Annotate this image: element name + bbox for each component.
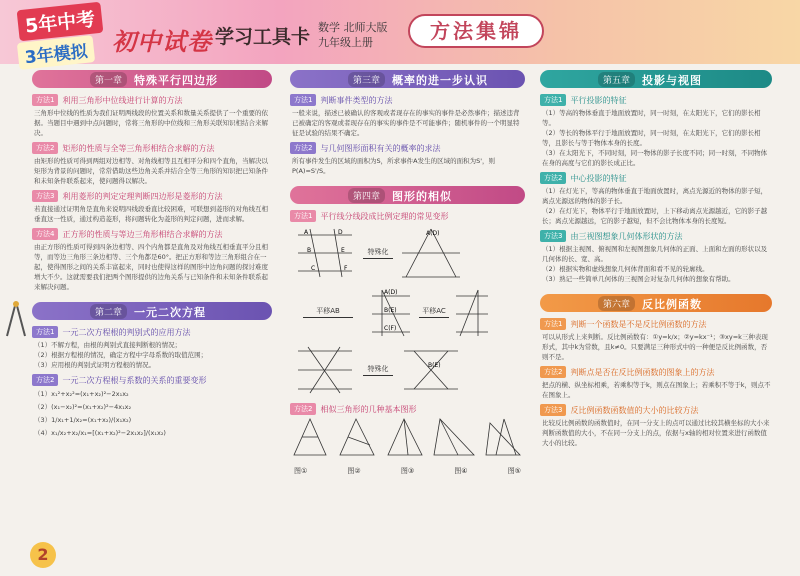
figure-row-2 bbox=[290, 284, 525, 340]
method-title: 一元二次方程根的判别式的应用方法 bbox=[62, 327, 191, 337]
formula-line: （3）1/x₁+1/x₂=(x₁+x₂)/(x₁x₂) bbox=[34, 416, 132, 424]
method-block bbox=[32, 374, 272, 440]
formula-line: （4）x₁/x₂+x₂/x₁=[(x₁+x₂)²−2x₁x₂]/(x₁x₂) bbox=[34, 429, 166, 437]
method-title: 判断点是否在反比例函数的图象上的方法 bbox=[570, 367, 715, 377]
method-block bbox=[540, 94, 772, 168]
method-title: 反比例函数函数值的大小的比较方法 bbox=[570, 405, 699, 415]
chapter-header-5 bbox=[540, 70, 772, 88]
series-name: 初中试卷 bbox=[112, 27, 212, 56]
method-title: 利用三角形中位线进行计算的方法 bbox=[62, 95, 183, 105]
point-label: C bbox=[311, 265, 316, 272]
figure-caption: 图⑤ bbox=[507, 467, 521, 475]
brand-line1: 5年中考 bbox=[17, 2, 104, 42]
parallel-lines-figure bbox=[290, 225, 360, 281]
method-line: （3）在太阳光下，不同时刻，同一物体的影子长度不同；同一时刻，不同物体在身的高度与它们的影长成正比。 bbox=[542, 149, 768, 167]
method-block bbox=[32, 94, 272, 138]
chapter-header-2 bbox=[32, 302, 272, 320]
page-number: 2 bbox=[30, 542, 56, 568]
translate-arrow bbox=[419, 306, 449, 318]
point-label: D bbox=[338, 229, 343, 236]
chapter-number: 第三章 bbox=[348, 72, 385, 87]
method-title: 判断事件类型的方法 bbox=[320, 95, 393, 105]
method-title: 矩形的性质与全等三角形相结合求解的方法 bbox=[62, 143, 215, 153]
x-figure-special bbox=[396, 343, 466, 397]
method-block bbox=[540, 172, 772, 226]
triangle-figure bbox=[396, 225, 466, 281]
point-label: B(E) bbox=[384, 307, 397, 314]
arrow-label: 特殊化 bbox=[367, 248, 389, 256]
chapter-header-4 bbox=[290, 186, 525, 204]
point-label: A(D) bbox=[426, 230, 440, 237]
chapter-header-6 bbox=[540, 294, 772, 312]
method-line: （2）根据实物和虚线想象几何体背面和看不见的轮廓线。 bbox=[542, 265, 709, 273]
figure-row-3 bbox=[290, 343, 525, 397]
method-line: （2）等长的物体平行于地面放置时，同一时刻，在太阳光下，它们的影长相等，且影长与等于物体本身的长度。 bbox=[542, 129, 761, 147]
arrow-label: 平移AC bbox=[422, 307, 446, 315]
method-tag: 方法1 bbox=[290, 94, 316, 106]
method-block bbox=[540, 366, 772, 400]
chapter-name: 一元二次方程 bbox=[134, 306, 206, 319]
column-right bbox=[540, 66, 772, 448]
method-body: 由矩形的性质可得到两组对边相等、对角线相等且互相平分和四个直角，当解决以矩形为背景的问题时，常常借助这些边角关系并结合全等三角形的知识把已知条件和未知条件联系起来，使问题得以解决。 bbox=[34, 157, 268, 185]
method-tag: 方法1 bbox=[540, 318, 566, 330]
chapter-header-3 bbox=[290, 70, 525, 88]
column-middle bbox=[290, 66, 525, 476]
method-tag: 方法3 bbox=[32, 190, 58, 202]
method-block bbox=[32, 142, 272, 186]
method-title: 与几何图形面积有关的概率的求法 bbox=[320, 143, 441, 153]
translated-figure-2 bbox=[452, 284, 492, 340]
product-name: 学习工具卡 bbox=[215, 26, 311, 48]
translate-arrow bbox=[293, 306, 363, 318]
method-tag: 方法2 bbox=[290, 403, 316, 415]
method-title: 平行线分线段成比例定理的常见变形 bbox=[320, 211, 449, 221]
brand-line2: 3年模拟 bbox=[17, 35, 95, 70]
method-tag: 方法2 bbox=[540, 366, 566, 378]
chapter-number: 第一章 bbox=[90, 72, 127, 87]
edition-line2: 九年级上册 bbox=[318, 36, 373, 49]
page-title: 方法集锦 bbox=[408, 14, 544, 48]
figure-caption: 图① bbox=[294, 467, 308, 475]
method-body: 把点的横、纵坐标相乘，若乘积等于k，则点在图象上；若乘积不等于k，则点不在图象上。 bbox=[542, 381, 771, 399]
method-body: 三角形中位线的性质为我们证明两线段的位置关系和数量关系提供了一个重要的依据。当题目中遇到中点问题时，常将三角形的中位线和三角形关联知识相结合来解决。 bbox=[34, 109, 268, 137]
transform-arrow bbox=[363, 364, 393, 376]
formula-line: （1）x₁²+x₂²=(x₁+x₂)²−2x₁x₂ bbox=[34, 390, 129, 398]
chapter-name: 图形的相似 bbox=[392, 190, 452, 203]
chapter-name: 反比例函数 bbox=[642, 298, 702, 311]
method-line: （1）等高的物体垂直于地面放置时，同一时刻，在太阳光下，它们的影长相等。 bbox=[542, 109, 761, 127]
point-label: C(F) bbox=[384, 325, 397, 332]
point-label: A bbox=[304, 229, 309, 236]
method-line: （3）应用根的判别式证明方程根的情况。 bbox=[34, 361, 156, 369]
method-tag: 方法1 bbox=[32, 326, 58, 338]
figure-caption: 图② bbox=[347, 467, 361, 475]
edition-info bbox=[318, 20, 388, 50]
point-label: E bbox=[341, 247, 345, 254]
chapter-name: 特殊平行四边形 bbox=[134, 74, 218, 87]
figure-caption: 图④ bbox=[454, 467, 468, 475]
point-label: B bbox=[307, 247, 312, 254]
x-figure bbox=[290, 343, 360, 397]
method-title: 中心投影的特征 bbox=[570, 173, 627, 183]
chapter-number: 第四章 bbox=[348, 188, 385, 203]
method-block bbox=[32, 190, 272, 224]
method-line: （1）不解方程，由根的判别式直接判断根的情况； bbox=[34, 341, 182, 349]
similar-triangles-figures bbox=[290, 415, 525, 461]
method-tag: 方法1 bbox=[32, 94, 58, 106]
point-label: F bbox=[344, 265, 348, 272]
method-tag: 方法3 bbox=[540, 404, 566, 416]
method-title: 利用菱形的判定定理判断四边形是菱形的方法 bbox=[62, 191, 223, 201]
method-tag: 方法2 bbox=[540, 172, 566, 184]
method-tag: 方法2 bbox=[290, 142, 316, 154]
figure-captions bbox=[290, 466, 525, 476]
method-block bbox=[540, 230, 772, 284]
method-line: （1）根据主视图、俯视图和左视图想象几何体的正面、上面和左面的形状以及几何体的长、宽、高。 bbox=[542, 245, 768, 263]
edition-line1: 数学 北师大版 bbox=[318, 21, 388, 34]
method-block bbox=[32, 326, 272, 370]
chapter-number: 第五章 bbox=[598, 72, 635, 87]
translated-figure bbox=[366, 284, 416, 340]
method-block bbox=[540, 318, 772, 362]
compass-icon bbox=[2, 300, 30, 340]
method-title: 平行投影的特征 bbox=[570, 95, 627, 105]
method-block bbox=[540, 404, 772, 448]
method-body: 比较反比例函数的函数值时，在同一分支上的点可以通过比较其横坐标的大小来判断函数值的大小，不在同一分支上的点，依据与x轴的相对位置来进行函数值大小的比较。 bbox=[542, 419, 770, 447]
method-title: 一元二次方程根与系数的关系的重要变形 bbox=[62, 375, 207, 385]
brand-logo bbox=[18, 6, 106, 69]
chapter-name: 投影与视图 bbox=[642, 74, 702, 87]
method-line: （2）根据方程根的情况，确定方程中字母系数的取值范围； bbox=[34, 351, 208, 359]
column-left bbox=[32, 66, 272, 440]
method-body: 一般来说，描述已被确认的客观或者现存在的事实的事件是必然事件；描述违背已被确定的客观或者现存在的事实的事件是不可能事件；随机事件的一个明显特征是试验的结果不确定。 bbox=[292, 109, 520, 137]
method-title: 由三视图想象几何体形状的方法 bbox=[570, 231, 683, 241]
method-body: 由正方形的性质可得到四条边相等、四个内角都是直角及对角线互相垂直平分且相等，而等边三角形三条边相等、三个角都是60°。把正方形和等边三角形组合在一起，使得图形之间的关系丰富起来，同时也使得这样的图形中边角问题的探讨难度增大不少。这就需要我们把两个图形提供的边角关系与已知条件和未知条件联系起来解决问题。 bbox=[34, 243, 268, 291]
chapter-number: 第六章 bbox=[598, 296, 635, 311]
page-header bbox=[0, 0, 800, 69]
method-line: （1）在灯光下，等高的物体垂直于地面放置时，离点光源近的物体的影子短，离点光源远的物体的影子长。 bbox=[542, 187, 768, 205]
method-line: （2）在灯光下，物体平行于地面放置时，上下移动离点光源越近，它的影子越长；离点光源越远，它的影子越短，但不会比物体本身的长度短。 bbox=[542, 207, 768, 225]
method-body: 所有事件发生的区域的面积为S，所求事件A发生的区域的面积为S'，则P(A)=S'/S。 bbox=[292, 157, 495, 175]
method-tag: 方法3 bbox=[540, 230, 566, 242]
method-block bbox=[290, 403, 525, 476]
method-title: 相似三角形的几种基本图形 bbox=[320, 404, 417, 414]
method-tag: 方法1 bbox=[540, 94, 566, 106]
method-line: （3）熟记一些简单几何体的三视图会对复杂几何体的想象有帮助。 bbox=[542, 275, 735, 283]
chapter-name: 概率的进一步认识 bbox=[392, 74, 488, 87]
point-label: B(E) bbox=[428, 362, 441, 369]
formula-line: （2）(x₁−x₂)²=(x₁+x₂)²−4x₁x₂ bbox=[34, 403, 132, 411]
method-block bbox=[290, 142, 525, 176]
figure-caption: 图③ bbox=[400, 467, 415, 475]
method-tag: 方法2 bbox=[32, 374, 58, 386]
chapter-header-1 bbox=[32, 70, 272, 88]
method-block bbox=[290, 94, 525, 138]
method-block bbox=[290, 210, 525, 397]
chapter-number: 第二章 bbox=[90, 304, 127, 319]
method-tag: 方法4 bbox=[32, 228, 58, 240]
transform-arrow bbox=[363, 247, 393, 259]
figure-row-1 bbox=[290, 225, 525, 281]
arrow-label: 平移AB bbox=[316, 307, 340, 315]
method-tag: 方法2 bbox=[32, 142, 58, 154]
method-block bbox=[32, 228, 272, 292]
point-label: A(D) bbox=[384, 289, 398, 296]
method-title: 正方形的性质与等边三角形相结合求解的方法 bbox=[62, 229, 223, 239]
method-tag: 方法1 bbox=[290, 210, 316, 222]
arrow-label: 特殊化 bbox=[367, 365, 389, 373]
method-title: 判断一个函数是不是反比例函数的方法 bbox=[570, 319, 707, 329]
method-body: 若直接通过证明角是直角来说明四线段垂直比较困难，可联想到菱形的对角线互相垂直这一性质，通过构造菱形，将问题转化为菱形的判定问题，进而求解。 bbox=[34, 205, 268, 223]
method-body: 可以从形式上来判断。反比例函数有：①y=k/x；②y=kx⁻¹；③xy=k三种表现形式，其中k为常数，且k≠0。只要满足三种形式中的一种便是反比例函数，否则不是。 bbox=[542, 333, 768, 361]
